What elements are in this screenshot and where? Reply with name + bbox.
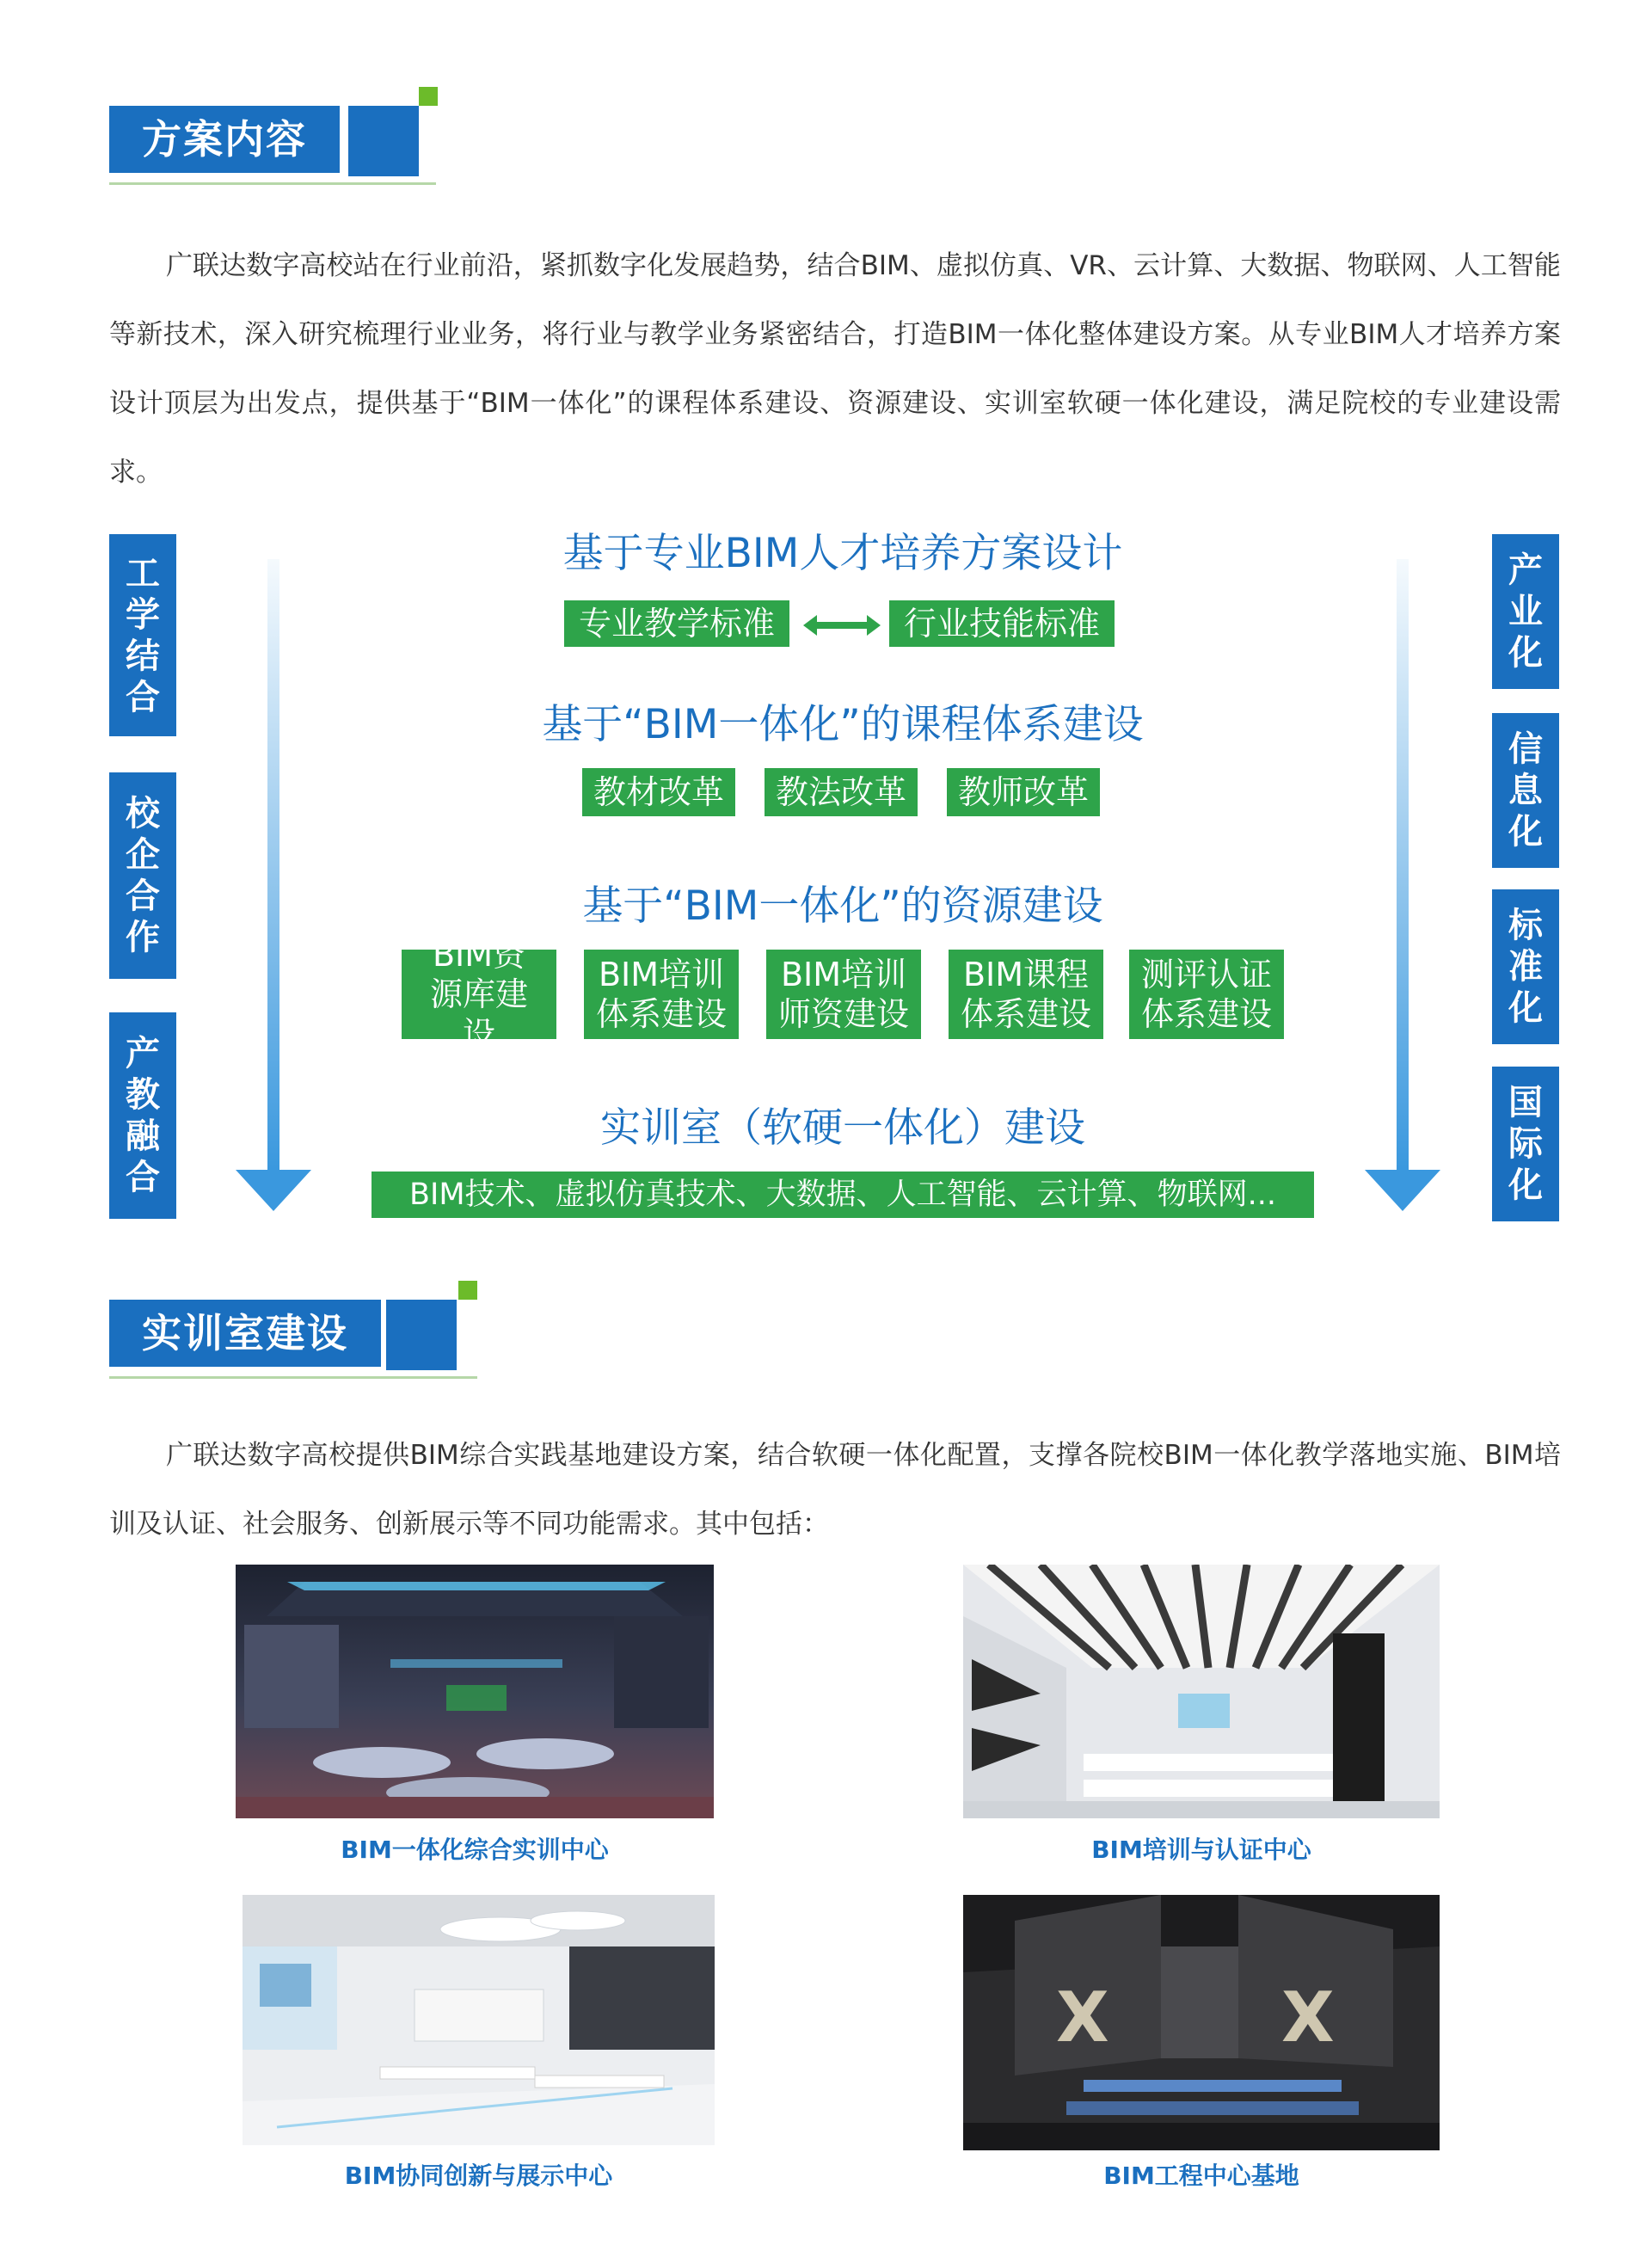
- svg-text:X: X: [1281, 1977, 1335, 2057]
- lab-paragraph: 广联达数字高校提供BIM综合实践基地建设方案，结合软硬一体化配置，支撑各院校BIM一体化教学落地实施、BIM培训及认证、社会服务、创新展示等不同功能需求。其中包括：: [109, 1440, 1561, 1540]
- row3-box-1: BIM资源库建设: [402, 950, 556, 1039]
- caption-collaborative-innovation-center: BIM协同创新与展示中心: [344, 2162, 613, 2190]
- side-label-right-2: 信息化: [1492, 713, 1559, 868]
- side-label-left-1: 工学结合: [109, 534, 176, 736]
- row4-bar: BIM技术、虚拟仿真技术、大数据、人工智能、云计算、物联网...: [372, 1172, 1314, 1218]
- section-title: 方案内容: [109, 106, 340, 173]
- right-arrow-shaft: [1397, 559, 1409, 1170]
- decor-block: [386, 1300, 457, 1370]
- photo-training-certification-center: [963, 1565, 1440, 1818]
- caption-engineering-center-base: BIM工程中心基地: [1103, 2162, 1299, 2190]
- row1-box-2: 行业技能标准: [889, 600, 1115, 647]
- section-header-lab: [109, 1300, 477, 1386]
- decor-block: [348, 106, 419, 176]
- row2-box-2: 教法改革: [765, 768, 918, 816]
- decor-underline: [109, 182, 436, 185]
- section-title: 实训室建设: [109, 1300, 381, 1367]
- photo-integrated-training-center: [236, 1565, 714, 1818]
- row2-title: 基于“BIM一体化”的课程体系建设: [542, 701, 1144, 748]
- side-label-right-4: 国际化: [1492, 1067, 1559, 1221]
- left-arrow-head: [236, 1170, 311, 1211]
- row3-box-5: 测评认证体系建设: [1129, 950, 1284, 1039]
- section-header-plan: [109, 106, 436, 192]
- side-label-right-3: 标准化: [1492, 889, 1559, 1044]
- left-arrow-shaft: [267, 559, 279, 1170]
- caption-training-certification-center: BIM培训与认证中心: [1091, 1836, 1311, 1864]
- row2-box-1: 教材改革: [582, 768, 735, 816]
- row4-title: 实训室（软硬一体化）建设: [600, 1104, 1085, 1152]
- double-arrow-icon: [803, 612, 881, 638]
- decor-square: [419, 87, 438, 106]
- svg-text:X: X: [1056, 1977, 1109, 2057]
- row1-box-1: 专业教学标准: [564, 600, 789, 647]
- caption-integrated-training-center: BIM一体化综合实训中心: [341, 1836, 609, 1864]
- side-label-right-1: 产业化: [1492, 534, 1559, 689]
- row3-box-2: BIM培训体系建设: [584, 950, 739, 1039]
- row3-box-3: BIM培训师资建设: [766, 950, 921, 1039]
- decor-square: [458, 1281, 477, 1300]
- intro-paragraph: 广联达数字高校站在行业前沿，紧抓数字化发展趋势，结合BIM、虚拟仿真、VR、云计算、大数据、物联网、人工智能等新技术，深入研究梳理行业业务，将行业与教学业务紧密结合，打造BIM一体化整体建设方案。从专业BIM人才培养方案设计顶层为出发点，提供基于“BIM一体化”的课程体系建设、资源建设、实训室软硬一体化建设，满足院校的专业建设需求。: [109, 250, 1561, 488]
- right-arrow-head: [1365, 1170, 1440, 1211]
- decor-underline: [109, 1376, 477, 1379]
- side-label-left-2: 校企合作: [109, 772, 176, 979]
- row3-title: 基于“BIM一体化”的资源建设: [582, 883, 1103, 930]
- row1-title: 基于专业BIM人才培养方案设计: [562, 530, 1123, 577]
- row3-box-4: BIM课程体系建设: [949, 950, 1103, 1039]
- row2-box-3: 教师改革: [947, 768, 1100, 816]
- photo-engineering-center-base: [963, 1895, 1440, 2150]
- side-label-left-3: 产教融合: [109, 1012, 176, 1219]
- photo-collaborative-innovation-center: [243, 1895, 715, 2145]
